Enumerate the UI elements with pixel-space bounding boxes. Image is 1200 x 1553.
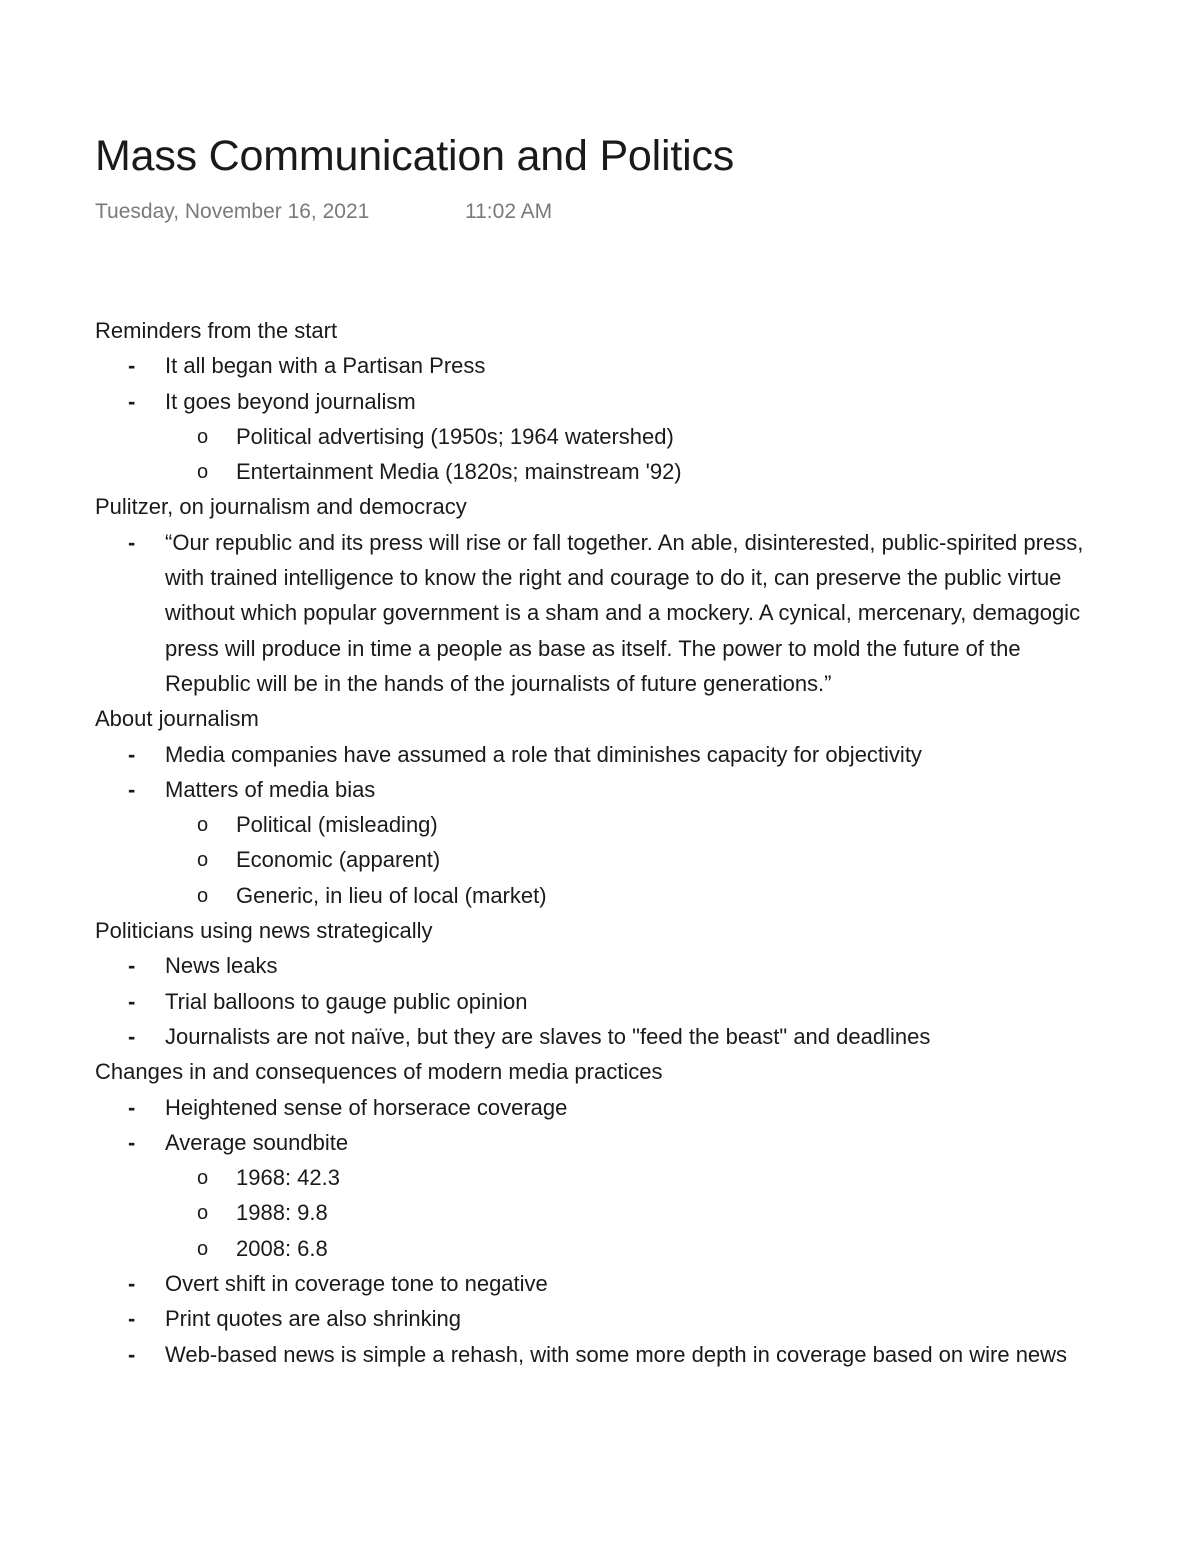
sub-list-item: [165, 842, 1105, 877]
section-reminders: [95, 313, 1105, 489]
sub-list-item-text: 1968: 42.3: [236, 1165, 340, 1191]
note-date: Tuesday, November 16, 2021: [95, 200, 370, 223]
list-item-text: News leaks: [165, 953, 278, 979]
sub-list-item: [165, 1195, 1105, 1230]
note-timestamp: [95, 200, 553, 224]
dash-bullet-icon: -: [128, 1271, 136, 1297]
sub-list-item: [165, 419, 1105, 454]
sub-list-item-text: 2008: 6.8: [236, 1235, 328, 1261]
circle-bullet-icon: o: [197, 849, 209, 872]
list-item-text: Media companies have assumed a role that diminishes capacity for objectivity: [165, 741, 922, 767]
list-item-text: Heightened sense of horserace coverage: [165, 1094, 568, 1120]
bullet-list: [95, 737, 1105, 808]
list-item: [95, 1125, 1105, 1160]
list-item: [95, 984, 1105, 1019]
section-heading: About journalism: [95, 706, 259, 732]
section-heading: Reminders from the start: [95, 318, 338, 343]
bullet-list: [95, 525, 1105, 701]
list-item: [95, 384, 1105, 419]
dash-bullet-icon: -: [128, 953, 136, 979]
dash-bullet-icon: -: [128, 1129, 136, 1155]
sub-list-item-text: Political (misleading): [236, 812, 438, 838]
dash-bullet-icon: -: [128, 529, 136, 555]
bullet-list: [95, 348, 1105, 419]
list-item: [95, 1019, 1105, 1054]
circle-bullet-icon: o: [197, 1167, 209, 1190]
list-item: [95, 1266, 1105, 1301]
list-item-text: Overt shift in coverage tone to negative: [165, 1271, 548, 1297]
list-item-text: Web-based news is simple a rehash, with some more depth in coverage based on wire news: [165, 1341, 1068, 1367]
bullet-list: [95, 1266, 1105, 1372]
sub-list-item-text: Economic (apparent): [236, 847, 441, 873]
bullet-list: [95, 948, 1105, 1054]
section-about-journalism: [95, 701, 1105, 913]
sub-list-item-text: Political advertising (1950s; 1964 watershed): [236, 423, 674, 449]
dash-bullet-icon: -: [128, 353, 136, 379]
list-item-text: It goes beyond journalism: [165, 388, 416, 414]
note-time: 11:02 AM: [465, 200, 553, 223]
circle-bullet-icon: o: [197, 814, 209, 837]
bullet-list: [95, 1090, 1105, 1161]
section-heading: Pulitzer, on journalism and democracy: [95, 494, 467, 520]
list-item: [95, 525, 1105, 701]
pulitzer-quote: “Our republic and its press will rise or fall together. An able, disinterested, public-spirited press, with trained intelligence to know the right and courage to do it, can preserve the public virtue without which popular government is a sham and a mockery. A cynical, mercenary, demagogic press will produce in time a people as base as itself. The power to mold the future of the Republic will be in the hands of the journalists of future generations.”: [165, 529, 1084, 696]
list-item: [95, 1090, 1105, 1125]
note-body: [95, 313, 1105, 1372]
circle-bullet-icon: o: [197, 1237, 209, 1260]
dash-bullet-icon: -: [128, 988, 136, 1014]
sub-list-item: [165, 1231, 1105, 1266]
section-heading: Changes in and consequences of modern media practices: [95, 1059, 663, 1085]
sub-list-item-text: 1988: 9.8: [236, 1200, 328, 1226]
list-item-text: Print quotes are also shrinking: [165, 1306, 461, 1332]
sub-bullet-list: [95, 807, 1105, 913]
circle-bullet-icon: o: [197, 425, 209, 448]
list-item-text: Average soundbite: [165, 1129, 349, 1155]
sub-list-item: [165, 807, 1105, 842]
section-pulitzer: [95, 489, 1105, 701]
circle-bullet-icon: o: [197, 461, 209, 484]
sub-bullet-list: [95, 419, 1105, 490]
dash-bullet-icon: -: [128, 1094, 136, 1120]
dash-bullet-icon: -: [128, 1023, 136, 1049]
section-politicians-news: [95, 913, 1105, 1054]
sub-list-item: [165, 878, 1105, 913]
dash-bullet-icon: -: [128, 776, 136, 802]
list-item: [95, 348, 1105, 383]
dash-bullet-icon: -: [128, 388, 136, 414]
list-item-text: It all began with a Partisan Press: [165, 353, 486, 379]
list-item: [95, 1301, 1105, 1336]
list-item-text: Matters of media bias: [165, 776, 376, 802]
list-item: [95, 948, 1105, 983]
dash-bullet-icon: -: [128, 1341, 136, 1367]
section-modern-media: [95, 1054, 1105, 1372]
sub-list-item: [165, 1160, 1105, 1195]
sub-bullet-list: [95, 1160, 1105, 1266]
list-item: [95, 772, 1105, 807]
dash-bullet-icon: -: [128, 1306, 136, 1332]
section-heading: Politicians using news strategically: [95, 918, 433, 944]
circle-bullet-icon: o: [197, 884, 209, 907]
page-title: Mass Communication and Politics: [95, 132, 735, 180]
sub-list-item-text: Entertainment Media (1820s; mainstream '92): [236, 459, 682, 485]
list-item-text: Journalists are not naïve, but they are slaves to "feed the beast" and deadlines: [165, 1023, 931, 1049]
dash-bullet-icon: -: [128, 741, 136, 767]
circle-bullet-icon: o: [197, 1202, 209, 1225]
list-item: [95, 737, 1105, 772]
sub-list-item: [165, 454, 1105, 489]
sub-list-item-text: Generic, in lieu of local (market): [236, 882, 547, 908]
list-item-text: Trial balloons to gauge public opinion: [165, 988, 528, 1014]
list-item: [95, 1337, 1105, 1372]
